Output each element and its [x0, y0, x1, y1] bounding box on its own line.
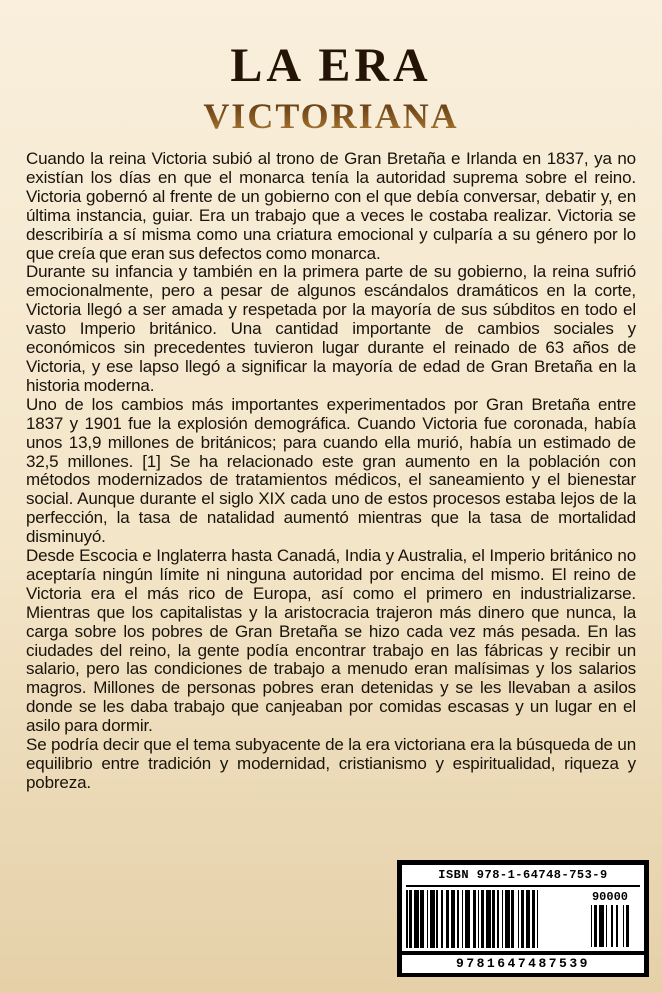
price-code: 90000 — [591, 890, 628, 904]
barcode-bars-row — [406, 887, 640, 948]
paragraph: Desde Escocia e Inglaterra hasta Canadá, India y Australia, el Imperio británico no aceptaría ningún límite ni ninguna autoridad por encima del mismo. El reino de Victoria era el más rico de Europa, así como el primero en industrializarse. Mientras que los capitalistas y la aristocracia trajeron más dinero que nunca, la carga sobre los pobres de Gran Bretaña se hizo cada vez más pesada. En las ciudades del reino, la gente podía encontrar trabajo en las fábricas y recibir un salario, pero las condiciones de trabajo a menudo eran malísimas y los salarios magros. Millones de personas pobres eran detenidas y se les llevaban a asilos donde se les daba trabajo que canjeaban por comidas escasas y un lugar en el asilo para dormir. — [26, 546, 636, 736]
barcode-panel — [402, 865, 644, 951]
barcode-bars — [406, 890, 572, 948]
supplemental-barcode — [580, 890, 640, 947]
book-subtitle: VICTORIANA — [26, 98, 636, 134]
isbn-barcode-box — [397, 860, 649, 977]
isbn-label: ISBN 978-1-64748-753-9 — [406, 867, 640, 887]
supplemental-bars — [580, 905, 640, 947]
barcode-digits: 9781647487539 — [402, 955, 644, 973]
book-title: LA ERA — [230, 39, 432, 92]
paragraph: Se podría decir que el tema subyacente de la era victoriana era la búsqueda de un equilibrio entre tradición y modernidad, cristianismo y espiritualidad, riqueza y pobreza. — [26, 735, 636, 792]
paragraph: Durante su infancia y también en la primera parte de su gobierno, la reina sufrió emocionalmente, pero a pesar de algunos escándalos dramáticos en la corte, Victoria llegó a ser amada y respetada por la mayoría de sus súbditos en todo el vasto Imperio británico. Una cantidad importante de cambios sociales y económicos sin precedentes tuvieron lugar durante el reinado de 63 años de Victoria, y ese lapso llegó a significar la mayoría de edad de Gran Bretaña en la historia moderna. — [26, 262, 636, 395]
back-cover-text — [26, 150, 636, 793]
paragraph: Uno de los cambios más importantes experimentados por Gran Bretaña entre 1837 y 1901 fue la explosión demográfica. Cuando Victoria fue coronada, había unos 13,9 millones de británicos; para cuando ella murió, había un estimado de 32,5 millones. [1] Se ha relacionado este gran aumento en la población con métodos modernizados de tratamientos médicos, el saneamiento y el bienestar social. Aunque durante el siglo XIX cada uno de estos procesos estaba lejos de la perfección, la tasa de natalidad aumentó mientras que la tasa de mortalidad disminuyó. — [26, 394, 636, 547]
title-block — [26, 39, 636, 136]
paragraph: Cuando la reina Victoria subió al trono de Gran Bretaña e Irlanda en 1837, ya no existían los días en que el monarca tenía la autoridad suprema sobre el reino. Victoria gobernó al frente de un gobierno con el que debía conversar, debatir y, en última instancia, guiar. Era un trabajo que a veces le costaba realizar. Victoria se describiría a sí misma como una criatura emocional y culparía a su género por lo que creía que eran sus defectos como monarca. — [26, 149, 636, 263]
